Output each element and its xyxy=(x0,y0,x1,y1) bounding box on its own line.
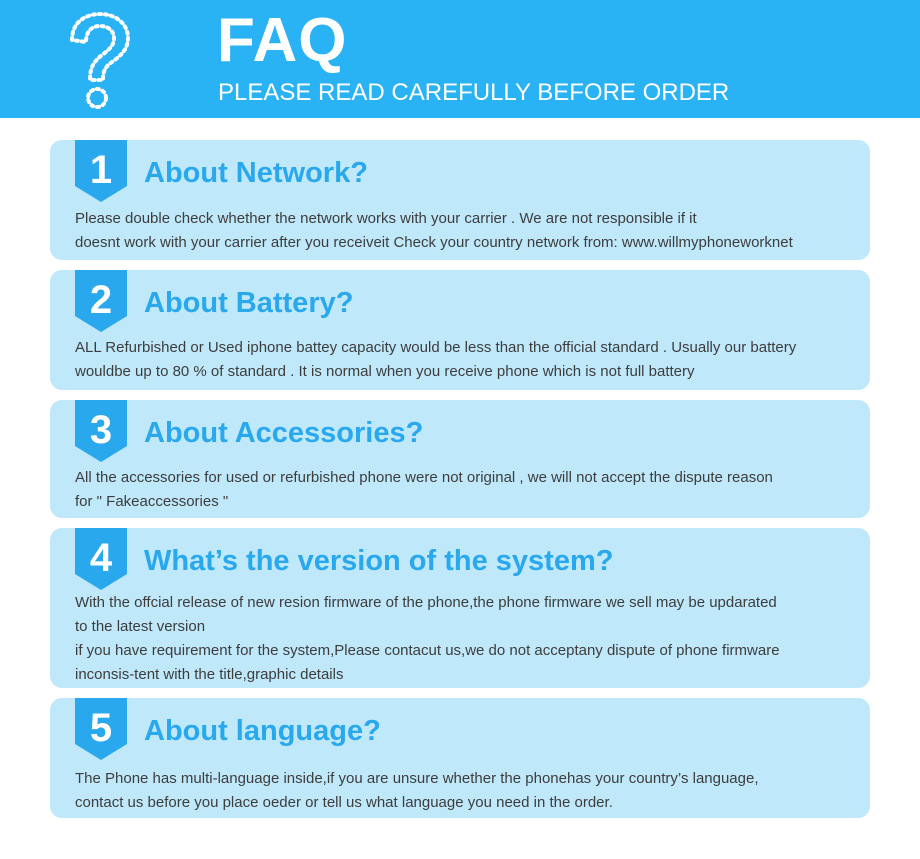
answer-line: With the offcial release of new resion firmware of the phone,the phone firmware we sell may be updarated xyxy=(75,594,777,611)
faq-answer xyxy=(75,207,855,255)
answer-line: wouldbe up to 80 % of standard . It is normal when you receive phone which is not full battery xyxy=(75,363,695,380)
badge-number: 1 xyxy=(89,148,113,192)
faq-title: About Network? xyxy=(144,157,368,189)
badge-number: 2 xyxy=(89,278,113,322)
answer-line: All the accessories for used or refurbished phone were not original , we will not accept the dispute reason xyxy=(75,469,773,486)
badge-number: 5 xyxy=(89,706,113,750)
faq-card-language xyxy=(50,698,870,818)
faq-title: What’s the version of the system? xyxy=(144,545,614,577)
faq-answer xyxy=(75,767,855,815)
page-subtitle: PLEASE READ CAREFULLY BEFORE ORDER xyxy=(218,79,730,106)
answer-line: contact us before you place oeder or tell us what language you need in the order. xyxy=(75,794,613,811)
faq-banner xyxy=(0,0,920,118)
faq-answer xyxy=(75,591,855,687)
faq-title: About language? xyxy=(144,715,381,747)
page-title: FAQ xyxy=(217,6,348,75)
faq-card-battery xyxy=(50,270,870,390)
faq-card-system-version xyxy=(50,528,870,688)
answer-line: inconsis-tent with the title,graphic details xyxy=(75,666,344,683)
answer-line: if you have requirement for the system,Please contacut us,we do not acceptany dispute of phone firmware xyxy=(75,642,780,659)
answer-line: doesnt work with your carrier after you receiveit Check your country network from: www.willmyphoneworknet xyxy=(75,234,793,251)
faq-answer xyxy=(75,336,855,384)
faq-card-accessories xyxy=(50,400,870,518)
faq-card-network xyxy=(50,140,870,260)
number-badge xyxy=(75,400,127,462)
number-badge xyxy=(75,698,127,760)
answer-line: to the latest version xyxy=(75,618,206,635)
answer-line: Please double check whether the network works with your carrier . We are not responsible if it xyxy=(75,210,697,227)
answer-line: for " Fakeaccessories " xyxy=(75,493,229,510)
number-badge xyxy=(75,140,127,202)
faq-title: About Accessories? xyxy=(144,417,424,449)
answer-line: ALL Refurbished or Used iphone battey capacity would be less than the official standard . Usually our battery xyxy=(75,339,797,356)
number-badge xyxy=(75,270,127,332)
badge-number: 4 xyxy=(89,536,113,580)
badge-number: 3 xyxy=(89,408,113,452)
faq-title: About Battery? xyxy=(144,287,354,319)
question-mark-icon xyxy=(58,10,138,114)
number-badge xyxy=(75,528,127,590)
faq-answer xyxy=(75,466,855,514)
answer-line: The Phone has multi-language inside,if you are unsure whether the phonehas your country’s language, xyxy=(75,770,759,787)
